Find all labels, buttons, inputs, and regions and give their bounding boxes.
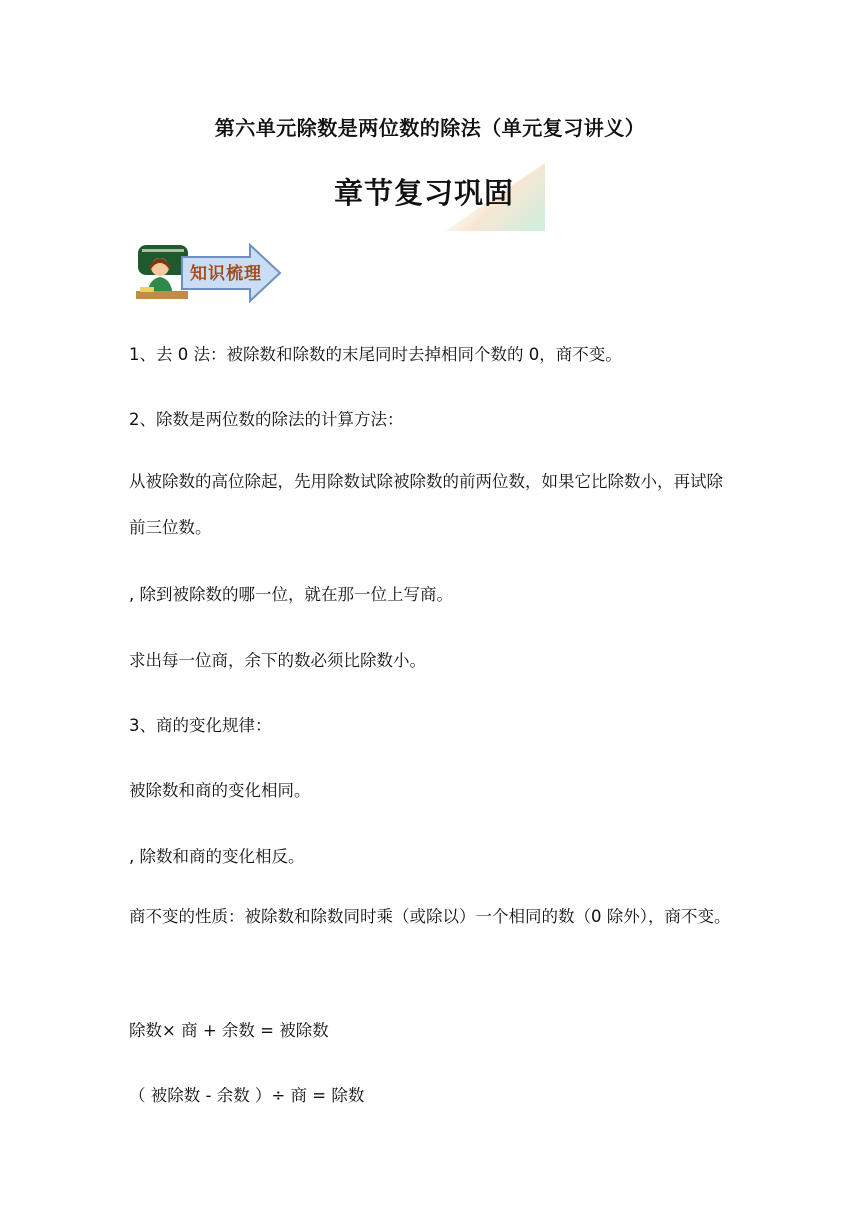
banner-text: 章节复习巩固 <box>334 176 515 210</box>
badge-label: 知识梳理 <box>190 264 262 284</box>
knowledge-summary-badge <box>130 241 290 305</box>
text-paragraph-3: 从被除数的高位除起，先用除数试除被除数的前两位数，如果它比除数小，再试除前三位数。 <box>129 472 723 537</box>
formula-line-1: 除数× 商 + 余数 = 被除数 <box>129 1021 329 1040</box>
text-line-7: 被除数和商的变化相同。 <box>129 781 311 800</box>
chapter-review-banner <box>330 163 545 233</box>
text-line-6: 3、商的变化规律： <box>129 716 272 735</box>
text-line-5: 求出每一位商，余下的数必须比除数小。 <box>129 651 426 670</box>
text-line-1: 1、去 0 法：被除数和除数的末尾同时去掉相同个数的 0，商不变。 <box>129 345 622 364</box>
formula-line-2: （ 被除数 - 余数 ）÷ 商 = 除数 <box>129 1086 365 1105</box>
text-line-8: , 除数和商的变化相反。 <box>129 847 305 866</box>
text-line-4: , 除到被除数的哪一位，就在那一位上写商。 <box>129 585 453 604</box>
text-line-2: 2、除数是两位数的除法的计算方法： <box>129 410 404 429</box>
document-title: 第六单元除数是两位数的除法（单元复习讲义） <box>214 116 646 140</box>
text-paragraph-9: 商不变的性质：被除数和除数同时乘（或除以）一个相同的数（0 除外），商不变。 <box>129 907 731 926</box>
